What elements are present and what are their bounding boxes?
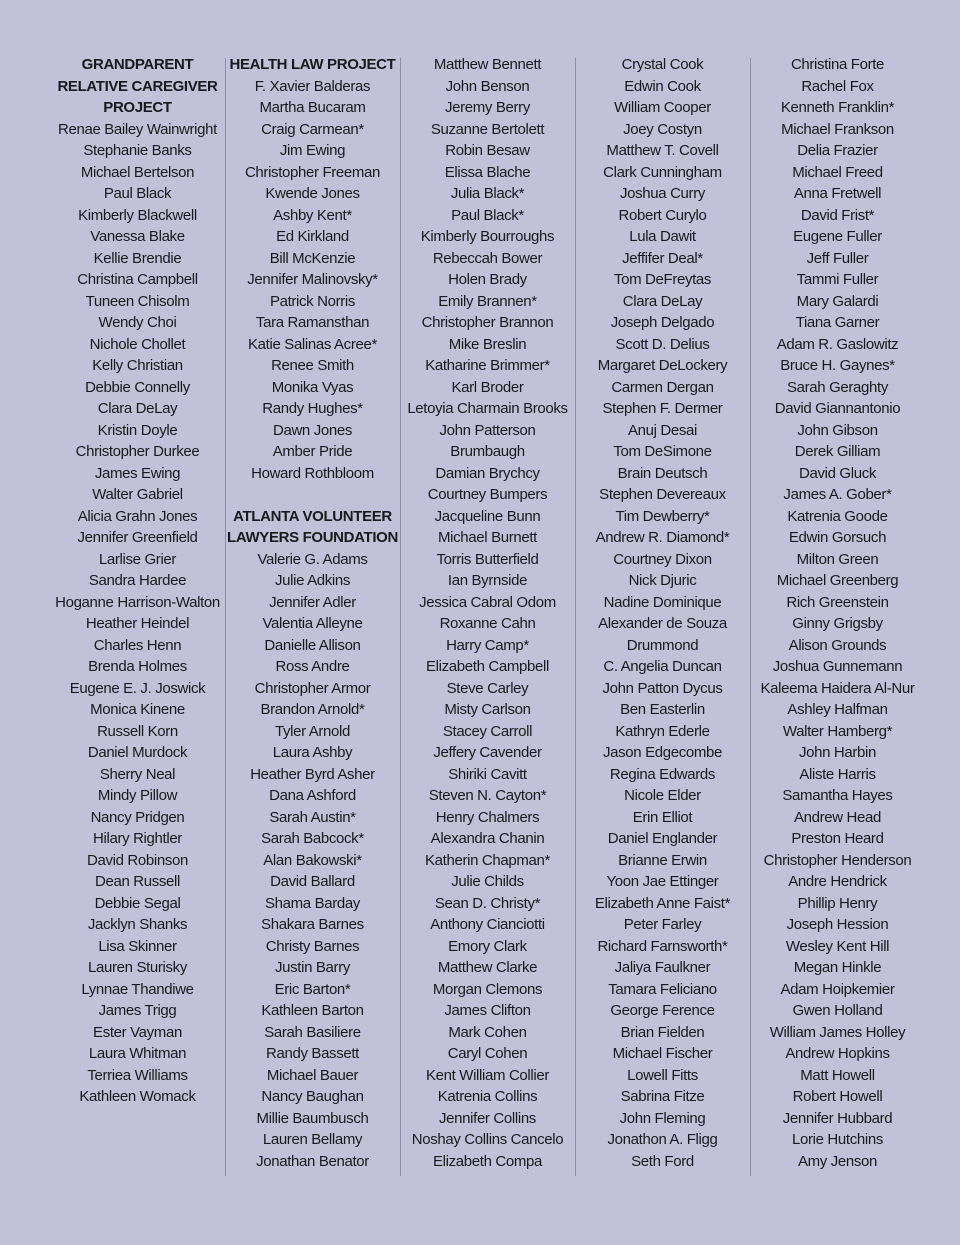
volunteer-name: Tom DeFreytas [613, 271, 712, 288]
volunteer-name: Debbie Connelly [85, 378, 190, 396]
volunteer-name: Jennifer Hubbard [782, 1109, 893, 1127]
volunteer-name: Karl Broder [451, 378, 524, 396]
volunteer-name: Kellie Brendie [93, 249, 182, 267]
volunteer-name: Ashley Halfman [787, 701, 888, 718]
volunteer-name: Sarah Babcock* [261, 830, 364, 847]
volunteer-name: Robert Curylo [618, 206, 707, 224]
volunteer-name: Steve Carley [446, 679, 529, 697]
volunteer-name: Phillip Henry [797, 894, 878, 912]
volunteer-name: Matthew T. Covell [606, 142, 719, 159]
volunteer-name: Mindy Pillow [97, 787, 178, 804]
section-heading: ATLANTA VOLUNTEER [233, 507, 392, 525]
volunteer-name: C. Angelia Duncan [603, 658, 722, 675]
volunteer-name: Jeffery Cavender [433, 744, 542, 761]
volunteer-name: James Clifton [444, 1002, 531, 1019]
volunteer-name: James A. Gober* [783, 486, 892, 503]
volunteer-name: Rich Greenstein [786, 593, 889, 611]
volunteer-name: Ester Vayman [93, 1023, 182, 1041]
volunteer-name: Ashby Kent* [273, 206, 352, 224]
volunteer-name: Walter Hamberg* [782, 722, 893, 740]
volunteer-name: Matt Howell [800, 1066, 875, 1084]
volunteer-name: Ed Kirkland [276, 228, 349, 245]
volunteer-name: Clara DeLay [622, 292, 703, 310]
volunteer-name: Christopher Armor [254, 679, 371, 697]
volunteer-name: Roxanne Cahn [439, 615, 536, 632]
volunteer-name: Laura Whitman [88, 1045, 187, 1062]
volunteer-name: Sandra Hardee [88, 572, 187, 589]
volunteer-name: Kristin Doyle [97, 421, 178, 439]
volunteer-name: Letoyia Charmain Brooks [407, 400, 568, 417]
volunteer-name: Nadine Dominique [603, 593, 722, 611]
volunteer-name: Crystal Cook [621, 56, 704, 73]
volunteer-name: Christopher Freeman [244, 163, 381, 181]
volunteer-name: Shiriki Cavitt [448, 765, 527, 783]
volunteer-name: Alexandra Chanin [430, 830, 545, 847]
volunteer-name: Regina Edwards [609, 765, 716, 783]
volunteer-name: George Ference [610, 1002, 715, 1019]
volunteer-name: Charles Henn [93, 636, 182, 654]
volunteer-name: Paul Black [103, 185, 172, 202]
section-heading: HEALTH LAW PROJECT [229, 56, 396, 73]
volunteer-name: Sabrina Fitze [620, 1088, 705, 1105]
volunteer-name: Julia Black* [450, 185, 525, 202]
volunteer-name: Emory Clark [448, 937, 527, 955]
volunteer-name: Tamara Feliciano [608, 980, 717, 998]
volunteer-name: Jacqueline Bunn [434, 507, 541, 525]
volunteer-name: Nicole Elder [624, 787, 701, 804]
volunteer-name: Kathleen Barton [261, 1002, 364, 1019]
volunteer-name: Sherry Neal [99, 765, 176, 783]
volunteer-name: William Cooper [614, 99, 711, 116]
volunteer-name: Tammi Fuller [796, 271, 879, 288]
volunteer-name: Stephen Devereaux [599, 486, 726, 503]
volunteer-name: Tara Ramansthan [255, 314, 370, 331]
volunteer-name: Clara DeLay [97, 400, 178, 417]
volunteer-name: Wesley Kent Hill [785, 937, 890, 955]
volunteer-name: Brianne Erwin [618, 851, 707, 869]
volunteer-name: Mary Galardi [796, 292, 879, 310]
volunteer-name: Shakara Barnes [261, 916, 364, 933]
volunteer-name: Katherin Chapman* [425, 851, 550, 869]
volunteer-name: Kimberly Bourroughs [420, 228, 555, 245]
volunteer-name: Richard Farnsworth* [597, 937, 728, 955]
volunteer-name: Lauren Sturisky [88, 959, 187, 976]
volunteer-name: Jennifer Greenfield [77, 529, 198, 546]
volunteer-name: Jennifer Adler [269, 593, 356, 611]
volunteer-name: Dean Russell [94, 873, 180, 890]
volunteer-name: Elizabeth Campbell [426, 658, 549, 675]
volunteer-name: Wendy Choi [98, 314, 177, 331]
volunteer-name: Kathleen Womack [79, 1088, 196, 1105]
volunteer-name: Courtney Bumpers [427, 486, 548, 503]
volunteer-name: Craig Carmean* [261, 120, 364, 138]
volunteer-name: Christina Campbell [77, 271, 198, 288]
volunteer-name: Katharine Brimmer* [425, 357, 550, 374]
volunteer-name: Tom DeSimone [613, 443, 712, 460]
volunteer-name: Torris Butterfield [436, 550, 539, 568]
section-heading: PROJECT [103, 99, 172, 116]
volunteer-name: John Fleming [619, 1109, 706, 1127]
volunteer-name: Adam Hoipkemier [780, 980, 895, 998]
volunteer-name: Tuneen Chisolm [85, 292, 190, 310]
volunteer-name: Mike Breslin [448, 335, 527, 353]
volunteer-name: Heather Heindel [85, 615, 190, 632]
volunteer-name: Eugene Fuller [793, 228, 882, 245]
volunteer-name: Alexander de Souza [598, 615, 727, 632]
volunteer-name: Christopher Brannon [421, 314, 554, 331]
volunteer-name: Daniel Murdock [87, 744, 188, 761]
volunteer-name: Larlise Grier [98, 550, 177, 568]
volunteer-name: Hilary Rightler [93, 830, 182, 847]
volunteer-name: Noshay Collins Cancelo [411, 1131, 564, 1148]
volunteer-name: Yoon Jae Ettinger [606, 873, 719, 890]
volunteer-name: Kathryn Ederle [615, 722, 710, 740]
volunteer-name: Brandon Arnold* [260, 701, 365, 718]
volunteer-name: Aliste Harris [799, 765, 876, 783]
volunteer-name: Clark Cunningham [603, 163, 722, 181]
volunteer-name: Tiana Garner [795, 314, 880, 331]
volunteer-name: Jeffifer Deal* [622, 249, 703, 267]
volunteer-name: Renee Smith [271, 357, 354, 374]
volunteer-name: Seth Ford [631, 1152, 694, 1170]
volunteer-name: Valerie G. Adams [257, 550, 368, 568]
volunteer-name: Brain Deutsch [617, 464, 708, 482]
volunteer-name: David Ballard [270, 873, 355, 890]
donor-list-page [50, 54, 925, 1176]
volunteer-name: Alan Bakowski* [263, 851, 362, 869]
volunteer-name: Eugene E. J. Joswick [69, 679, 206, 697]
volunteer-name: Lauren Bellamy [262, 1131, 363, 1148]
volunteer-name: F. Xavier Balderas [254, 77, 371, 95]
volunteer-name: Andrew Hopkins [785, 1045, 890, 1062]
volunteer-name: Preston Heard [791, 830, 884, 847]
volunteer-name: Megan Hinkle [793, 959, 882, 976]
volunteer-name: Terriea Williams [87, 1066, 188, 1084]
name-column [750, 54, 925, 1176]
volunteer-name: Randy Bassett [265, 1045, 359, 1062]
volunteer-name: Jeff Fuller [806, 249, 869, 267]
volunteer-name: Katie Salinas Acree* [248, 335, 377, 353]
volunteer-name: Russell Korn [97, 722, 178, 740]
volunteer-name: Jonathon A. Fligg [607, 1131, 718, 1148]
volunteer-name: Samantha Hayes [782, 787, 893, 804]
volunteer-name: Patrick Norris [269, 292, 356, 310]
volunteer-name: Lisa Skinner [98, 937, 177, 955]
volunteer-name: Paul Black* [451, 206, 524, 224]
volunteer-name: Jennifer Collins [439, 1109, 536, 1127]
volunteer-name: Damian Brychcy [435, 464, 540, 482]
volunteer-name: Katrenia Goode [787, 507, 888, 525]
volunteer-name: Matthew Bennett [433, 56, 542, 73]
volunteer-name: James Trigg [98, 1002, 177, 1019]
volunteer-name: Misty Carlson [444, 701, 531, 718]
volunteer-name: Kaleema Haidera Al-Nur [760, 679, 915, 697]
volunteer-name: Jennifer Malinovsky* [247, 271, 378, 288]
volunteer-name: Tyler Arnold [274, 722, 350, 740]
volunteer-name: Kimberly Blackwell [78, 206, 197, 224]
volunteer-name: Michael Freed [792, 163, 883, 181]
volunteer-name: Debbie Segal [94, 894, 181, 912]
volunteer-name: Andrew Head [793, 808, 882, 826]
volunteer-name: Julie Adkins [274, 572, 350, 589]
volunteer-name: Emily Brannen* [438, 292, 537, 310]
volunteer-name: Jacklyn Shanks [87, 916, 188, 933]
volunteer-name: Lowell Fitts [627, 1066, 698, 1084]
volunteer-name: Suzanne Bertolett [430, 120, 545, 138]
volunteer-name: Edwin Cook [624, 77, 701, 95]
volunteer-name: Kwende Jones [265, 185, 360, 202]
volunteer-name: Millie Baumbusch [256, 1109, 369, 1127]
volunteer-name: Joseph Delgado [610, 314, 715, 331]
volunteer-name: Bill McKenzie [269, 249, 356, 267]
volunteer-name: Randy Hughes* [262, 400, 363, 417]
volunteer-name: Kelly Christian [92, 357, 183, 374]
volunteer-name: Jeremy Berry [445, 99, 530, 116]
volunteer-name: Shama Barday [264, 894, 361, 912]
section-heading: LAWYERS FOUNDATION [227, 529, 398, 546]
volunteer-name: Sarah Austin* [269, 808, 356, 826]
volunteer-name: Derek Gilliam [794, 443, 881, 460]
volunteer-name: Lula Dawit [629, 228, 696, 245]
volunteer-name: Daniel Englander [607, 830, 718, 847]
volunteer-name: Valentia Alleyne [262, 615, 363, 632]
volunteer-name: Henry Chalmers [435, 808, 540, 826]
volunteer-name: Matthew Clarke [437, 959, 538, 976]
volunteer-name: Jaliya Faulkner [614, 959, 711, 976]
volunteer-name: Andrew R. Diamond* [595, 529, 730, 546]
volunteer-name: Eric Barton* [274, 980, 351, 998]
volunteer-name: Stacey Carroll [442, 722, 533, 740]
volunteer-name: Joseph Hession [786, 916, 889, 933]
name-column [575, 54, 750, 1176]
name-column [50, 54, 225, 1176]
volunteer-name: Alicia Grahn Jones [77, 507, 198, 525]
volunteer-name: Erin Elliot [632, 808, 693, 826]
volunteer-name: Sarah Geraghty [787, 378, 888, 396]
volunteer-name: Margaret DeLockery [597, 357, 728, 374]
volunteer-name: Ian Byrnside [447, 572, 528, 589]
volunteer-name: David Frist* [800, 206, 875, 224]
volunteer-name: Alison Grounds [788, 636, 887, 654]
volunteer-name: Courtney Dixon [613, 550, 712, 568]
section-heading: GRANDPARENT [81, 56, 194, 73]
volunteer-name: Hoganne Harrison-Walton [55, 593, 220, 611]
volunteer-name: John Patterson [439, 421, 536, 439]
volunteer-name: Christopher Henderson [763, 851, 912, 869]
volunteer-name: Michael Bertelson [80, 163, 195, 181]
volunteer-name: Kent William Collier [425, 1066, 550, 1084]
volunteer-name: Peter Farley [623, 916, 702, 933]
volunteer-name: Rachel Fox [801, 77, 874, 95]
volunteer-name: David Giannantonio [774, 400, 901, 417]
volunteer-name: Jason Edgecombe [603, 744, 722, 761]
volunteer-name: Robert Howell [792, 1088, 883, 1105]
volunteer-name: Michael Burnett [438, 529, 537, 546]
volunteer-name: Brian Fielden [620, 1023, 705, 1041]
volunteer-name: Renae Bailey Wainwright [58, 120, 217, 138]
volunteer-name: Drummond [626, 636, 699, 654]
volunteer-name: Stephen F. Dermer [602, 400, 723, 417]
volunteer-name: Andre Hendrick [788, 873, 887, 890]
volunteer-name: Monika Vyas [271, 378, 354, 396]
volunteer-name: Michael Fischer [612, 1045, 713, 1062]
volunteer-name: Danielle Allison [264, 636, 361, 654]
volunteer-name: Amy Jenson [797, 1152, 878, 1170]
volunteer-name: Julie Childs [451, 873, 524, 890]
volunteer-name: Lorie Hutchins [792, 1131, 883, 1148]
volunteer-name: Joshua Gunnemann [772, 658, 903, 675]
volunteer-name: Joshua Curry [619, 185, 705, 202]
volunteer-name: Lynnae Thandiwe [81, 980, 194, 998]
volunteer-name: Dawn Jones [272, 421, 353, 439]
volunteer-name: Jessica Cabral Odom [419, 593, 556, 611]
volunteer-name: Katrenia Collins [437, 1088, 538, 1105]
volunteer-name: Brumbaugh [450, 443, 525, 460]
volunteer-name: Amber Pride [272, 443, 353, 460]
volunteer-name: Michael Frankson [781, 120, 894, 138]
volunteer-name: Tim Dewberry* [615, 507, 710, 525]
volunteer-name: Vanessa Blake [90, 228, 185, 245]
volunteer-name: Anna Fretwell [793, 185, 882, 202]
volunteer-name: Anuj Desai [627, 421, 698, 439]
volunteer-name: William James Holley [769, 1023, 906, 1041]
volunteer-name: Adam R. Gaslowitz [776, 335, 899, 353]
volunteer-name: Harry Camp* [446, 636, 529, 654]
volunteer-name: Justin Barry [275, 959, 350, 976]
name-column [225, 54, 400, 1176]
volunteer-name: David Robinson [87, 851, 188, 869]
volunteer-name: Michael Bauer [266, 1066, 359, 1084]
volunteer-name: Ginny Grigsby [792, 615, 883, 632]
volunteer-name: Joey Costyn [623, 120, 702, 138]
volunteer-name: David Gluck [798, 464, 876, 482]
volunteer-name: Morgan Clemons [432, 980, 543, 998]
volunteer-name: Sean D. Christy* [434, 894, 541, 912]
volunteer-name: Nichole Chollet [89, 335, 186, 353]
volunteer-name: Monica Kinene [90, 701, 185, 718]
volunteer-name: Howard Rothbloom [251, 464, 374, 482]
volunteer-name: Nick Djuric [628, 572, 697, 589]
volunteer-name: Robin Besaw [445, 142, 530, 159]
volunteer-name: Carmen Dergan [611, 378, 714, 396]
volunteer-name: Edwin Gorsuch [788, 529, 887, 546]
volunteer-name: Ben Easterlin [620, 701, 705, 718]
volunteer-name: Sarah Basiliere [264, 1023, 361, 1041]
volunteer-name: James Ewing [94, 464, 181, 482]
volunteer-name: Rebeccah Bower [432, 249, 543, 267]
volunteer-name: Mark Cohen [448, 1023, 527, 1041]
volunteer-name: Jim Ewing [279, 142, 346, 159]
volunteer-name: Scott D. Delius [615, 335, 710, 353]
volunteer-name: John Harbin [798, 744, 877, 761]
volunteer-name: Christy Barnes [265, 937, 360, 955]
volunteer-name: Nancy Baughan [261, 1088, 364, 1105]
volunteer-name: Delia Frazier [797, 142, 878, 159]
volunteer-name: Laura Ashby [272, 744, 353, 761]
volunteer-name: Jonathan Benator [256, 1152, 369, 1170]
volunteer-name: Brenda Holmes [88, 658, 187, 675]
volunteer-name: John Benson [445, 77, 530, 95]
volunteer-name: Holen Brady [448, 271, 527, 288]
volunteer-name: Stephanie Banks [83, 142, 192, 159]
volunteer-name: Walter Gabriel [92, 486, 183, 503]
volunteer-name: Christopher Durkee [75, 443, 200, 460]
volunteer-name: Elizabeth Compa [433, 1152, 542, 1170]
volunteer-name: Bruce H. Gaynes* [780, 357, 895, 374]
volunteer-name: Nancy Pridgen [90, 808, 185, 826]
volunteer-name: Gwen Holland [792, 1002, 883, 1019]
volunteer-name: Martha Bucaram [259, 99, 366, 116]
volunteer-name: Steven N. Cayton* [428, 787, 547, 804]
volunteer-name: Heather Byrd Asher [250, 765, 375, 783]
volunteer-name: Caryl Cohen [447, 1045, 528, 1062]
volunteer-name: Milton Green [796, 550, 879, 568]
volunteer-name: Kenneth Franklin* [780, 99, 895, 116]
volunteer-name: Ross Andre [275, 658, 350, 675]
volunteer-name: Anthony Cianciotti [430, 916, 545, 933]
volunteer-name: Michael Greenberg [776, 572, 899, 589]
volunteer-name: John Patton Dycus [602, 679, 723, 697]
volunteer-name: Elizabeth Anne Faist* [594, 894, 731, 912]
section-heading: RELATIVE CAREGIVER [57, 77, 218, 95]
volunteer-name: Dana Ashford [269, 787, 356, 804]
name-column [400, 54, 575, 1176]
volunteer-name: Elissa Blache [444, 163, 531, 181]
volunteer-name: Christina Forte [790, 56, 885, 73]
volunteer-name: John Gibson [797, 421, 878, 439]
